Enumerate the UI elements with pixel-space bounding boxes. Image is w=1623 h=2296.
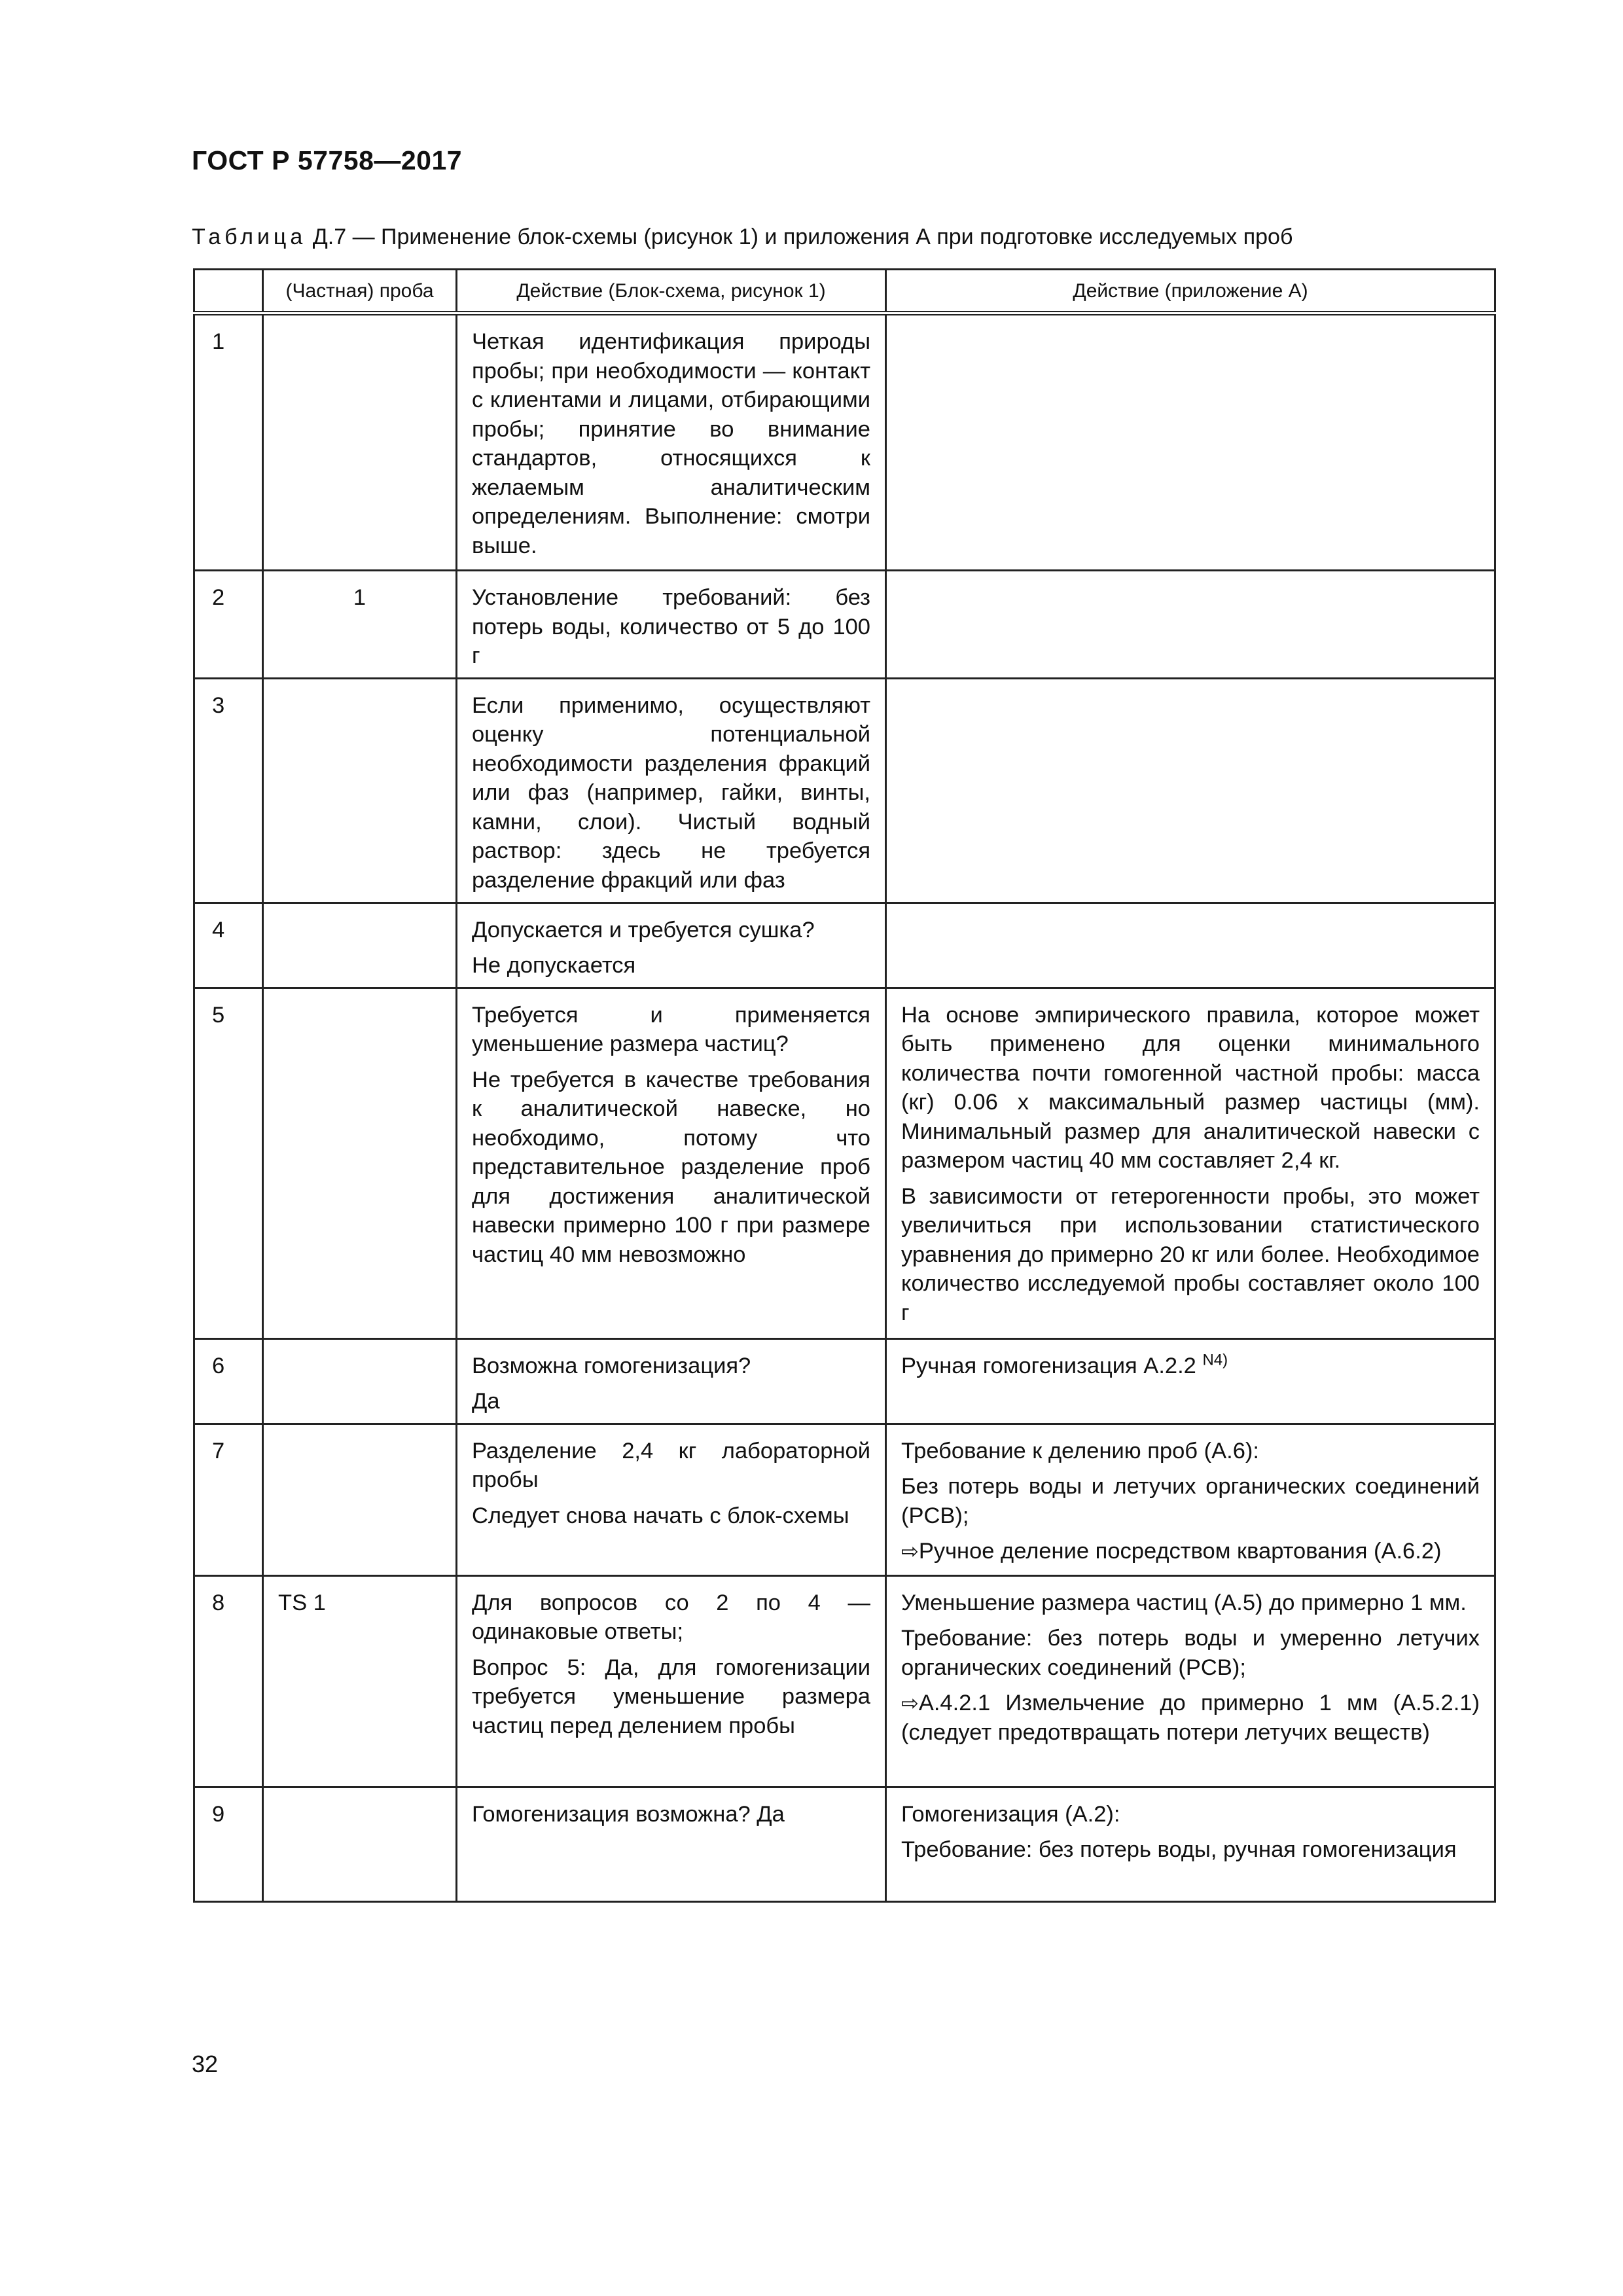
action-text: Если применимо, осуществляют оценку потенциальной необходимости разделения фракций или фаз (например, гайки, винты, камни, слои). Чистый водный раствор: здесь не требуется разделение фракций или фаз [472,692,870,893]
action-text: Четкая идентификация природы пробы; при необходимости — контакт с клиентами и лицами, отбирающими пробы; принятие во внимание стандартов, относящихся к желаемым аналитическим определениям. Выполнение: смотри выше. [472,329,870,558]
annex-text: В зависимости от гетерогенности пробы, это может увеличиться при использовании статистического уравнения до примерно 20 кг или более. Необходимое количество исследуемой пробы составляет около 100 г [901,1183,1480,1325]
table-caption-text: Д.7 — Применение блок-схемы (рисунок 1) и приложения А при подготовке исследуемых проб [306,224,1293,249]
row-number: 3 [194,678,263,903]
sample-cell [263,1424,457,1575]
action-answer: Да [472,1389,500,1414]
table-row [194,314,1495,571]
flowchart-action-cell [457,1787,886,1901]
table-row [194,1424,1495,1575]
annex-text: Гомогенизация (А.2): [901,1801,1120,1827]
row-number: 4 [194,903,263,988]
footnote-reference: N4) [1202,1351,1228,1369]
action-answer: Не требуется в качестве требования к аналитической навеске, но необходимо, потому что представительное разделение проб для достижения аналитической навески примерно 100 г при размере частиц 40 мм невозможно [472,1067,870,1267]
action-question: Допускается и требуется сушка? [472,917,815,942]
flowchart-action-cell [457,1424,886,1575]
sample-cell [263,903,457,988]
annex-action-cell [886,903,1495,988]
table-header-row [194,270,1495,314]
annex-reference-text: Ручное деление посредством квартования (А.6.2) [918,1539,1442,1564]
flowchart-action-cell [457,903,886,988]
row-number: 2 [194,571,263,679]
annex-action-cell [886,1575,1495,1787]
annex-text: Требование: без потерь воды, ручная гомогенизация [901,1837,1457,1862]
table-row [194,1575,1495,1787]
page-number: 32 [192,2051,219,2077]
annex-text [901,1352,1480,1381]
action-question: Требуется и применяется уменьшение размера частиц? [472,1002,870,1056]
column-header-sample: (Частная) проба [263,270,457,314]
sample-cell: 1 [263,571,457,679]
table-row [194,1787,1495,1901]
table-row [194,678,1495,903]
sample-cell [263,678,457,903]
annex-text: Требование: без потерь воды и умеренно летучих органических соединений (PCB); [901,1626,1480,1680]
annex-action-cell [886,571,1495,679]
row-number: 8 [194,1575,263,1787]
annex-action-cell [886,1787,1495,1901]
action-text: Установление требований: без потерь воды, количество от 5 до 100 г [472,585,870,668]
table-row [194,571,1495,679]
sample-cell [263,1338,457,1424]
annex-text: На основе эмпирического правила, которое может быть применено для оценки минимального количества почти гомогенной частной пробы: масса (кг) 0.06 x максимальный размер частицы (мм). Минимальный размер для аналитической навески с размером частиц 40 мм составляет 2,4 кг. [901,1002,1480,1173]
annex-action-cell [886,678,1495,903]
annex-text: Уменьшение размера частиц (А.5) до примерно 1 мм. [901,1590,1467,1615]
column-header-flowchart-action: Действие (Блок-схема, рисунок 1) [457,270,886,314]
row-number: 1 [194,314,263,571]
flowchart-action-cell [457,678,886,903]
annex-action-cell [886,314,1495,571]
table-row [194,1338,1495,1424]
table-row [194,988,1495,1338]
row-number: 7 [194,1424,263,1575]
annex-action-cell [886,988,1495,1338]
action-text: Для вопросов со 2 по 4 — одинаковые ответы; [472,1590,870,1644]
table-caption [192,224,1494,250]
sample-cell [263,988,457,1338]
flowchart-action-cell [457,988,886,1338]
row-number: 5 [194,988,263,1338]
annex-text-main: Ручная гомогенизация А.2.2 [901,1353,1203,1378]
action-text: Разделение 2,4 кг лабораторной пробы [472,1438,870,1492]
annex-text: Без потерь воды и летучих органических соединений (PCB); [901,1474,1480,1528]
annex-text: Требование к делению проб (А.6): [901,1438,1259,1463]
arrow-right-icon: ⇨ [901,1691,919,1715]
action-text: Следует снова начать с блок-схемы [472,1503,849,1528]
annex-action-cell [886,1424,1495,1575]
action-text: Вопрос 5: Да, для гомогенизации требуется уменьшение размера частиц перед делением пробы [472,1655,870,1738]
flowchart-action-cell [457,1338,886,1424]
table-row [194,903,1495,988]
document-header: ГОСТ Р 57758—2017 [192,145,463,175]
sample-cell [263,314,457,571]
action-answer: Не допускается [472,953,636,978]
flowchart-action-cell [457,1575,886,1787]
annex-action-cell [886,1338,1495,1424]
column-header-annex-action: Действие (приложение А) [886,270,1495,314]
row-number: 6 [194,1338,263,1424]
flowchart-action-cell [457,314,886,571]
table-caption-label: Таблица [192,224,307,249]
flowchart-action-cell [457,571,886,679]
action-text: Гомогенизация возможна? Да [472,1801,785,1827]
annex-reference-text: А.4.2.1 Измельчение до примерно 1 мм (А.5.2.1) (следует предотвращать потери летучих веществ) [901,1691,1480,1745]
annex-reference [901,1537,1480,1566]
column-header-number [194,270,263,314]
arrow-right-icon: ⇨ [901,1539,919,1563]
row-number: 9 [194,1787,263,1901]
sample-cell [263,1787,457,1901]
sample-cell: TS 1 [263,1575,457,1787]
annex-reference [901,1689,1480,1747]
sample-preparation-table [193,268,1496,1903]
action-question: Возможна гомогенизация? [472,1353,751,1378]
